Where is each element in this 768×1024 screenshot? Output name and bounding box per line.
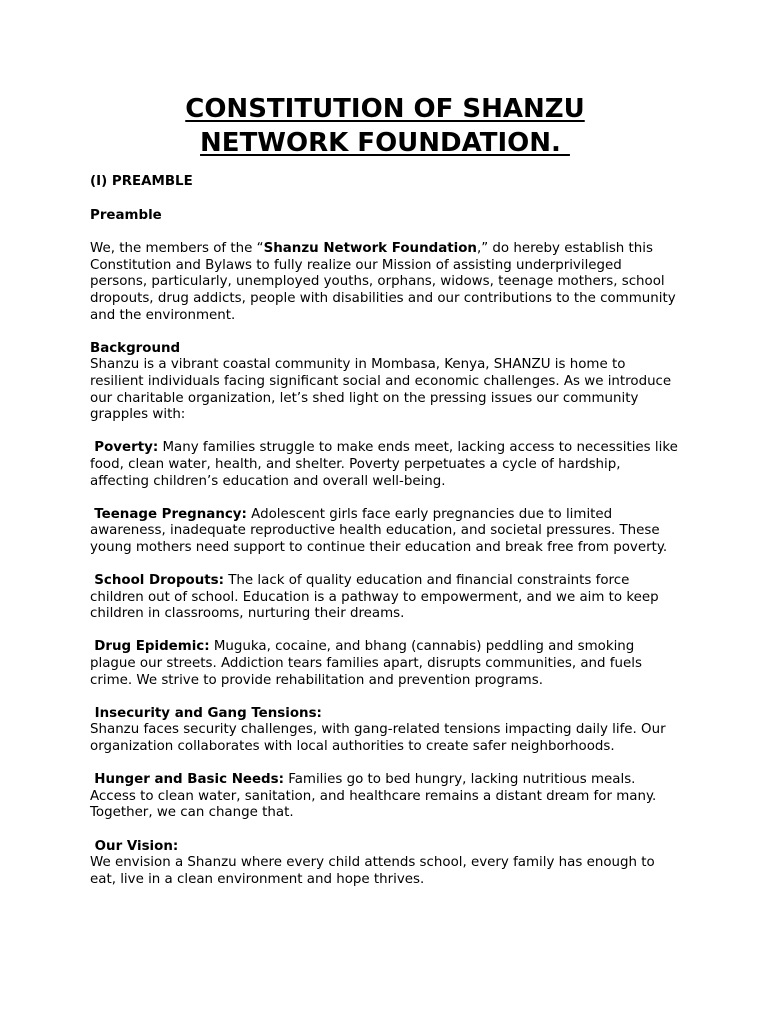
issue-label: Drug Epidemic: [94, 639, 210, 655]
background-text: Shanzu is a vibrant coastal community in Mombasa, Kenya, SHANZU is home to resilient individuals facing significant social and economic challenges. As we introduce our charitable organization, let’s shed light on the pressing issues our community grapples with: [90, 357, 672, 423]
background-heading: Background [90, 340, 181, 356]
issue-label: Poverty: [94, 440, 159, 456]
issue-text: Adolescent girls face early pregnancies due to limited awareness, inadequate reproductive health education, and societal pressures. These young mothers need support to continue their education and break free from poverty. [90, 506, 668, 555]
document-title [90, 92, 680, 160]
preamble-rest: ,” do hereby establish this Constitution and Bylaws to fully realize our Mission of assisting underprivileged persons, particularly, unemployed youths, orphans, widows, teenage mothers, school dropouts, drug addicts, people with disabilities and our contributions to the community and the environment. [90, 241, 676, 323]
issue-label: Teenage Pregnancy: [94, 506, 247, 522]
issue-text: Muguka, cocaine, and bhang (cannabis) peddling and smoking plague our streets. Addiction tears families apart, disrupts communities, and fuels crime. We strive to provide rehabilitation and prevention programs. [90, 639, 642, 688]
issue-text: Many families struggle to make ends meet, lacking access to necessities like food, clean water, health, and shelter. Poverty perpetuates a cycle of hardship, affecting children’s education and overall well-being. [90, 440, 678, 489]
issue-teenage-pregnancy [90, 507, 680, 557]
issue-drug-epidemic [90, 639, 680, 689]
issue-hunger [90, 772, 680, 822]
issue-insecurity [90, 706, 680, 756]
vision-heading [90, 839, 680, 856]
vision-text: We envision a Shanzu where every child attends school, every family has enough to eat, live in a clean environment and hope thrives. [90, 855, 655, 887]
insecurity-label: Insecurity and Gang Tensions: [94, 705, 322, 721]
background-section [90, 341, 680, 424]
preamble-paragraph [90, 241, 680, 324]
preamble-section-heading: (I) PREAMBLE [90, 174, 193, 189]
issue-poverty [90, 440, 680, 490]
issue-school-dropouts [90, 573, 680, 623]
preamble-intro: We, the members of the “ [90, 241, 264, 257]
hunger-text: Families go to bed hungry, lacking nutritious meals. Access to clean water, sanitation, and healthcare remains a distant dream for many. Together, we can change that. [90, 772, 657, 821]
document-title-line-1: CONSTITUTION OF SHANZU [185, 94, 585, 124]
hunger-label: Hunger and Basic Needs: [94, 772, 284, 788]
organization-name: Shanzu Network Foundation [263, 241, 477, 257]
preamble-subheading: Preamble [90, 207, 162, 223]
document-title-line-2: NETWORK FOUNDATION. [200, 128, 570, 158]
vision-label: Our Vision: [94, 838, 179, 854]
issue-label: School Dropouts: [94, 573, 224, 589]
insecurity-text: Shanzu faces security challenges, with gang-related tensions impacting daily life. Our organization collaborates with local authorities to create safer neighborhoods. [90, 722, 666, 754]
issue-text: The lack of quality education and financial constraints force children out of school. Education is a pathway to empowerment, and we aim to keep children in classrooms, nurturing their dreams. [90, 573, 659, 622]
vision-section [90, 839, 680, 889]
insecurity-heading [90, 706, 680, 723]
